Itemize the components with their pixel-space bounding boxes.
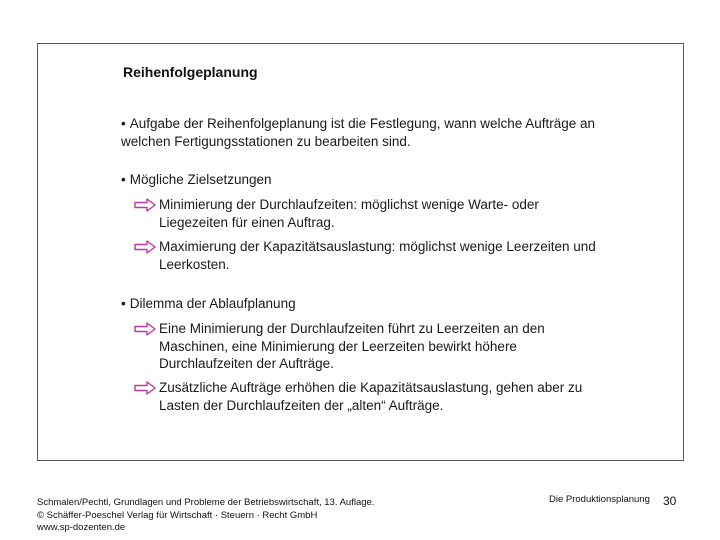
goal-item-line2: Leerkosten. [159,256,230,272]
bullet-task [121,115,641,151]
bullet-task-line1: Aufgabe der Reihenfolgeplanung ist die Festlegung, wann welche Aufträge an [129,116,596,131]
dilemma-item-line3: Durchlaufzeiten der Aufträge. [159,356,334,371]
footer-source-line1: Schmalen/Pechtl, Grundlagen und Probleme der Betriebswirtschaft, 13. Auflage. [37,497,375,508]
bullet-mark: • [121,296,126,311]
bullet-mark: • [121,116,126,131]
bullet-dilemma [121,295,641,313]
dilemma-item-line1: Eine Minimierung der Durchlaufzeiten führt zu Leerzeiten an den [159,321,545,336]
arrow-right-icon [134,322,156,336]
bullet-dilemma-heading: Dilemma der Ablaufplanung [129,296,296,311]
goal-item-line1: Minimierung der Durchlaufzeiten: möglichst wenige Warte- oder [159,197,539,212]
bullet-task-line2: welchen Fertigungsstationen zu bearbeiten sind. [121,134,411,149]
footer-source-line2: © Schäffer-Poeschel Verlag für Wirtschaft · Steuern · Recht GmbH [37,509,318,521]
bullet-goals-heading: Mögliche Zielsetzungen [129,172,272,187]
arrow-right-icon [134,240,156,254]
page-number: 30 [663,494,677,508]
dilemma-item-line2: Maschinen, eine Minimierung der Leerzeiten bewirkt höhere [159,338,517,354]
slide-title: Reihenfolgeplanung [123,64,258,80]
goal-item [134,238,634,273]
goal-item-line2: Liegezeiten für einen Auftrag. [159,214,335,230]
footer-chapter: Die Produktionsplanung [549,494,650,505]
arrow-right-icon [134,198,156,212]
dilemma-item [134,320,634,373]
dilemma-item-line1: Zusätzliche Aufträge erhöhen die Kapazitätsauslastung, gehen aber zu [159,380,583,395]
footer-source-line3: www.sp-dozenten.de [37,522,126,533]
footer-source [37,497,374,535]
dilemma-item-line2: Lasten der Durchlaufzeiten der „alten“ Aufträge. [159,397,444,413]
dilemma-item [134,379,634,414]
goal-item [134,196,634,231]
goal-item-line1: Maximierung der Kapazitätsauslastung: möglichst wenige Leerzeiten und [159,239,596,254]
bullet-mark: • [121,172,126,187]
arrow-right-icon [134,381,156,395]
bullet-goals [121,171,641,189]
